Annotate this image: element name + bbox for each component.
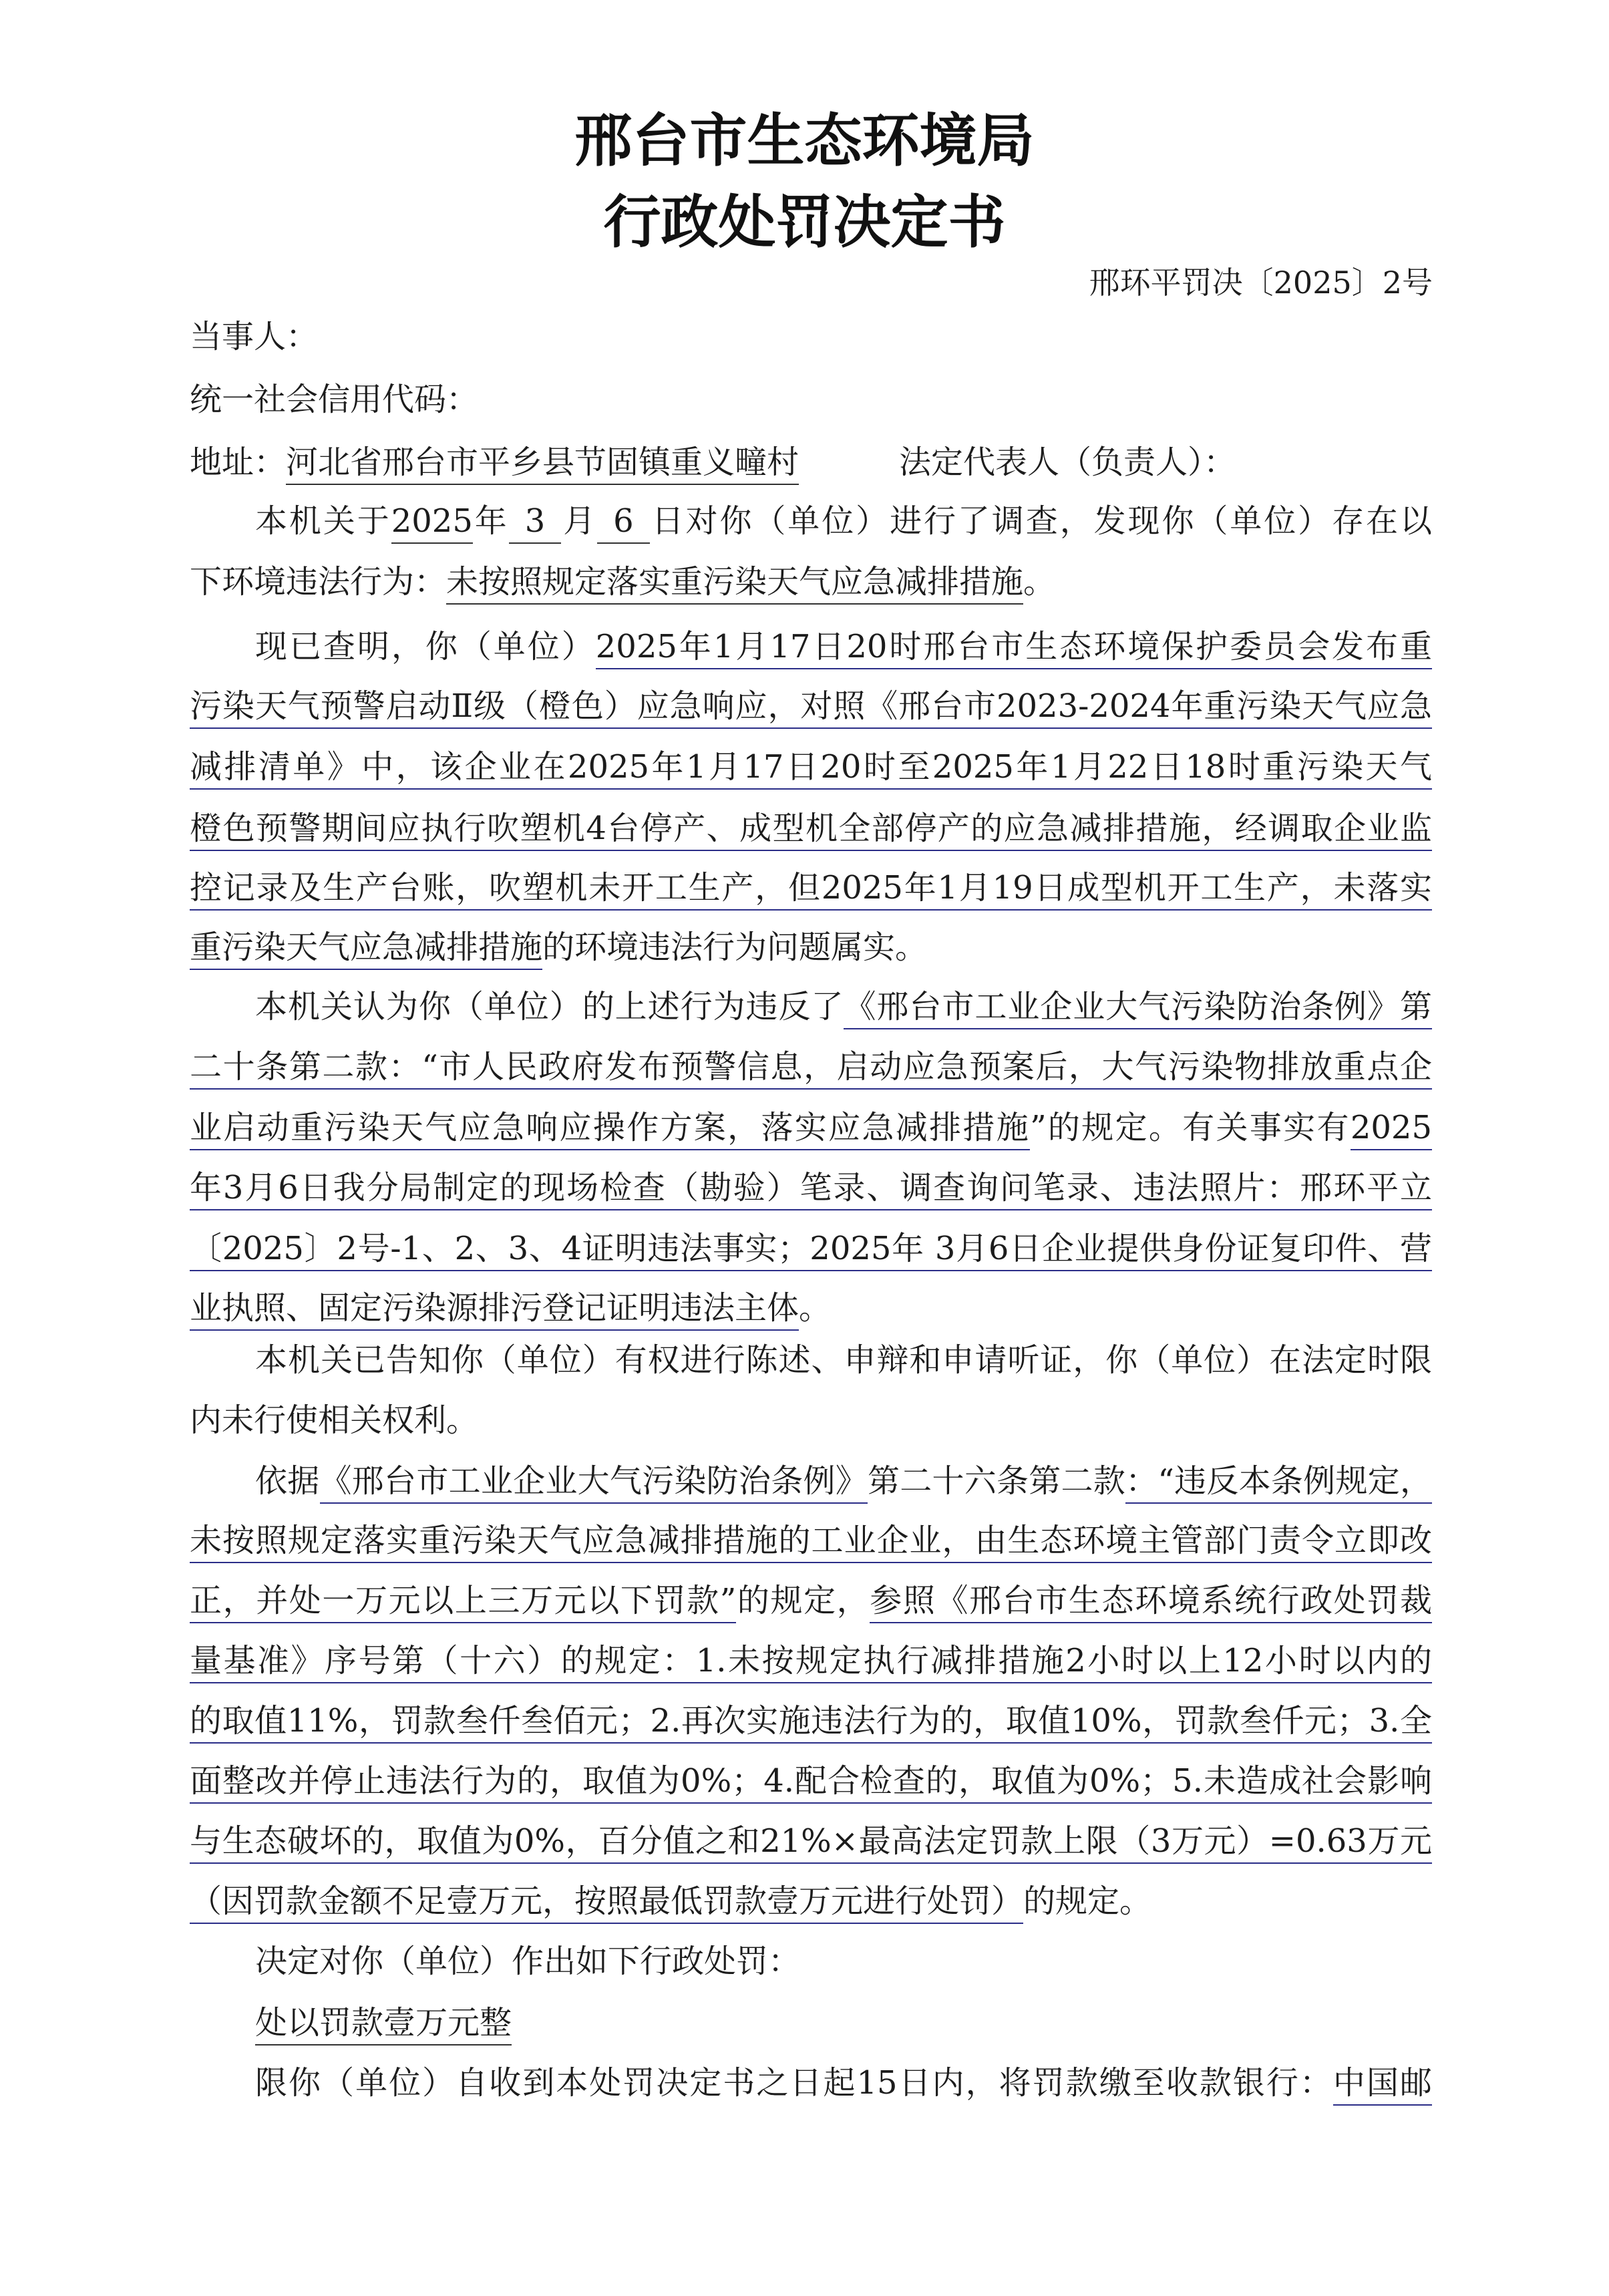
inspection-day: 6 [597, 502, 650, 544]
p5-line5: 的取值11%，罚款叁仟叁佰元；2.再次实施违法行为的，取值10%，罚款叁仟元；3.全 [190, 1705, 1432, 1737]
address-value: 河北省邢台市平乡县节固镇重义疃村 [286, 444, 799, 485]
address-line [190, 444, 1432, 481]
violation-summary: 未按照规定落实重污染天气应急减排措施 [446, 563, 1023, 605]
p1-line1: 本机关于2025年 3 月 6 日对你（单位）进行了调查，发现你（单位）存在以 [255, 505, 1432, 537]
p5-line4: 量基准》序号第（十六）的规定：1.未按规定执行减排措施2小时以上12小时以内的 [190, 1645, 1432, 1677]
document-title-line1: 邢台市生态环境局 [574, 108, 1035, 174]
penalty-decision: 处以罚款壹万元整 [255, 2007, 1432, 2039]
credit-code-label: 统一社会信用代码： [190, 381, 479, 418]
p3-line5: 〔2025〕2号-1、2、3、4证明违法事实；2025年 3月6日企业提供身份证复印件、营 [190, 1233, 1432, 1265]
party-label: 当事人： [190, 318, 319, 355]
p3-line4: 年3月6日我分局制定的现场检查（勘验）笔录、调查询问笔录、违法照片：邢环平立 [190, 1172, 1432, 1204]
inspection-year: 2025 [391, 502, 473, 544]
p2-line3: 减排清单》中，该企业在2025年1月17日20时至2025年1月22日18时重污染天气 [190, 751, 1432, 783]
p2-line5: 控记录及生产台账，吹塑机未开工生产，但2025年1月19日成型机开工生产，未落实 [190, 872, 1432, 904]
legal-rep-label: 法定代表人（负责人）： [899, 444, 1236, 481]
p3-line2: 二十条第二款：“市人民政府发布预警信息，启动应急预案后，大气污染物排放重点企 [190, 1051, 1432, 1083]
party-line [190, 318, 1432, 355]
p2-line2: 污染天气预警启动Ⅱ级（橙色）应急响应，对照《邢台市2023-2024年重污染天气应急 [190, 690, 1432, 722]
p5-line1: 依据《邢台市工业企业大气污染防治条例》第二十六条第二款：“违反本条例规定， [255, 1465, 1432, 1497]
p3-line3: 业启动重污染天气应急响应操作方案，落实应急减排措施”的规定。有关事实有2025 [190, 1112, 1432, 1144]
payment-line: 限你（单位）自收到本处罚决定书之日起15日内，将罚款缴至收款银行：中国邮 [255, 2067, 1432, 2099]
decision-intro: 决定对你（单位）作出如下行政处罚： [255, 1943, 801, 1980]
p5-line8: （因罚款金额不足壹万元，按照最低罚款壹万元进行处罚）的规定。 [190, 1885, 1432, 1917]
p5-line7: 与生态破坏的，取值为0%，百分值之和21%×最高法定罚款上限（3万元）=0.63万元 [190, 1825, 1432, 1857]
p2-line4: 橙色预警期间应执行吹塑机4台停产、成型机全部停产的应急减排措施，经调取企业监 [190, 812, 1432, 844]
p4-line1: 本机关已告知你（单位）有权进行陈述、申辩和申请听证，你（单位）在法定时限 [255, 1341, 1432, 1379]
document-number: 邢环平罚决〔2025〕2号 [1089, 265, 1433, 301]
p4-line2: 内未行使相关权利。 [190, 1402, 479, 1439]
p5-line6: 面整改并停止违法行为的，取值为0%；4.配合检查的，取值为0%；5.未造成社会影响 [190, 1765, 1432, 1797]
inspection-month: 3 [509, 502, 562, 544]
p3-line6: 业执照、固定污染源排污登记证明违法主体。 [190, 1292, 1432, 1324]
document-title-line2: 行政处罚决定书 [603, 189, 1006, 256]
p2-line6: 重污染天气应急减排措施的环境违法行为问题属实。 [190, 931, 1432, 963]
p1-line2: 下环境违法行为：未按照规定落实重污染天气应急减排措施。 [190, 566, 1432, 598]
p2-line1: 现已查明，你（单位）2025年1月17日20时邢台市生态环境保护委员会发布重 [255, 631, 1432, 663]
p5-line3: 正，并处一万元以上三万元以下罚款”的规定，参照《邢台市生态环境系统行政处罚裁 [190, 1585, 1432, 1617]
address-label: 地址： [190, 444, 287, 481]
credit-code-line [190, 383, 1432, 416]
p3-line1: 本机关认为你（单位）的上述行为违反了《邢台市工业企业大气污染防治条例》第 [255, 991, 1432, 1023]
p5-line2: 未按照规定落实重污染天气应急减排措施的工业企业，由生态环境主管部门责令立即改 [190, 1524, 1432, 1556]
